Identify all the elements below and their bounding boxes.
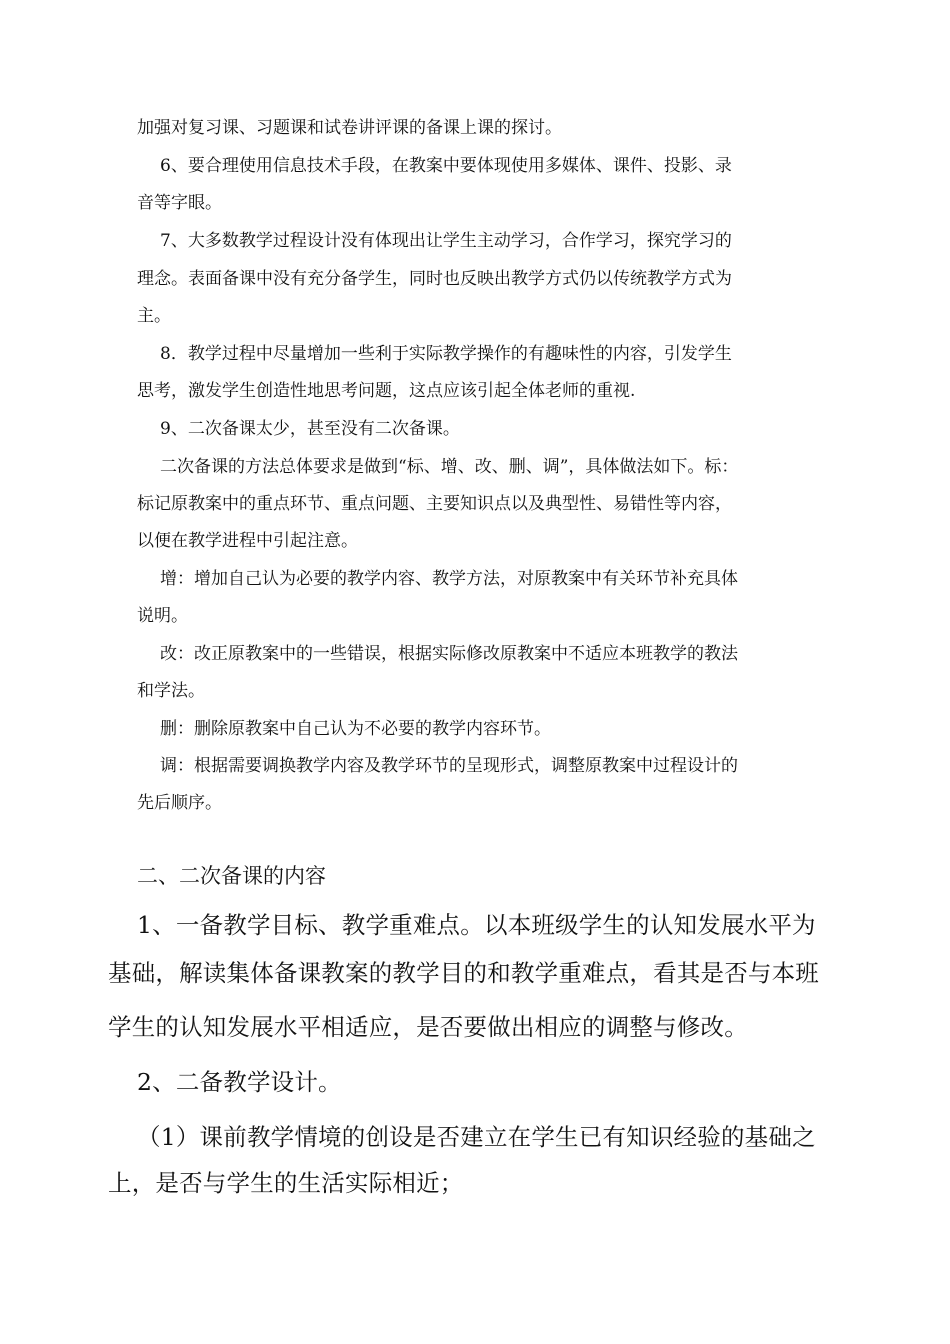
text-line: 和学法。 [137,681,205,701]
text-line: 学生的认知发展水平相适应，是否要做出相应的调整与修改。 [108,1013,748,1041]
text-line: 以便在教学进程中引起注意。 [137,531,358,551]
text-line: 6、要合理使用信息技术手段，在教案中要体现使用多媒体、课件、投影、录 [160,156,732,176]
text-line: （1）课前教学情境的创设是否建立在学生已有知识经验的基础之 [137,1123,816,1151]
text-line: 7、大多数教学过程设计没有体现出让学生主动学习，合作学习，探究学习的 [160,231,732,251]
text-line: 9、二次备课太少，甚至没有二次备课。 [160,419,460,439]
text-line: 说明。 [137,606,188,626]
text-line: 2、二备教学设计。 [137,1068,342,1096]
text-line: 8．教学过程中尽量增加一些利于实际教学操作的有趣味性的内容，引发学生 [160,344,732,364]
text-line: 增：增加自己认为必要的教学内容、教学方法，对原教案中有关环节补充具体 [160,569,738,589]
text-line: 改：改正原教案中的一些错误，根据实际修改原教案中不适应本班教学的教法 [160,644,738,664]
text-line: 上，是否与学生的生活实际相近； [108,1169,464,1197]
text-line: 先后顺序。 [137,793,222,813]
text-line: 1、一备教学目标、教学重难点。以本班级学生的认知发展水平为 [137,911,816,939]
text-line: 音等字眼。 [137,193,222,213]
text-line: 调：根据需要调换教学内容及教学环节的呈现形式，调整原教案中过程设计的 [160,756,738,776]
text-line: 二次备课的方法总体要求是做到“标、增、改、删、调”，具体做法如下。标： [160,457,739,477]
text-line: 基础，解读集体备课教案的教学目的和教学重难点，看其是否与本班 [108,959,819,987]
section-heading: 二、二次备课的内容 [137,864,326,888]
text-line: 理念。表面备课中没有充分备学生，同时也反映出教学方式仍以传统教学方式为 [137,269,732,289]
text-line: 删：删除原教案中自己认为不必要的教学内容环节。 [160,719,551,739]
text-line: 思考，激发学生创造性地思考问题，这点应该引起全体老师的重视. [137,381,636,401]
text-line: 主。 [137,306,171,326]
text-line: 加强对复习课、习题课和试卷讲评课的备课上课的探讨。 [137,118,562,138]
text-line: 标记原教案中的重点环节、重点问题、主要知识点以及典型性、易错性等内容， [137,494,732,514]
